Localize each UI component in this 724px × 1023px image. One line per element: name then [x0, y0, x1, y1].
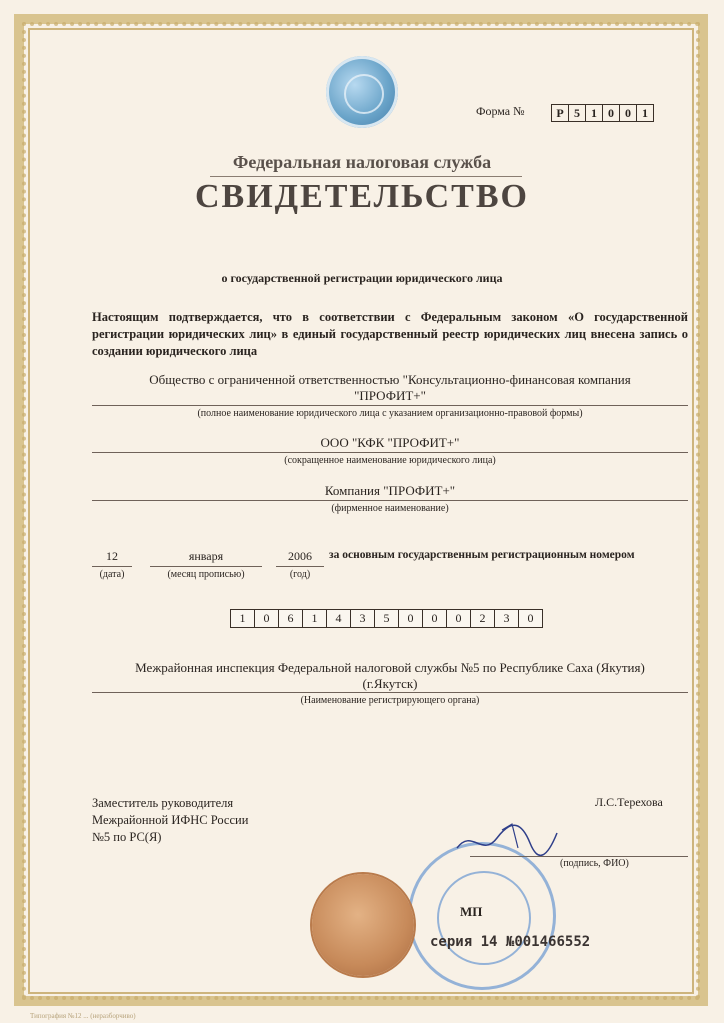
form-digit: 5: [568, 104, 586, 122]
agency-underline: [210, 176, 522, 177]
short-name-caption: (сокращенное наименование юридического лица): [284, 455, 496, 466]
ogrn-digit: 5: [374, 609, 399, 628]
ogrn-digit: 0: [446, 609, 471, 628]
date-day-underline: [92, 566, 132, 567]
brand-name-underline: [92, 500, 688, 501]
document-title: СВИДЕТЕЛЬСТВО: [195, 178, 529, 215]
signer-position: [92, 795, 248, 846]
ogrn-digit: 2: [470, 609, 495, 628]
full-name-line2: "ПРОФИТ+": [354, 388, 426, 403]
form-digit: 1: [585, 104, 603, 122]
ogrn-digit: 0: [398, 609, 423, 628]
ogrn-digit: 0: [254, 609, 279, 628]
full-name-line1: Общество с ограниченной ответственностью "Консультационно-финансовая компания: [149, 372, 631, 387]
full-name-underline: [92, 405, 688, 406]
agency-name: Федеральная налоговая служба: [232, 152, 492, 172]
form-digit: 0: [602, 104, 620, 122]
intro-paragraph: Настоящим подтверждается, что в соответствии с Федеральным законом «О государственной регистрации юридических лиц» в единый государственный реестр юридических лиц внесена запись о создании юридического лица: [92, 310, 688, 358]
signer-line2: Межрайонной ИФНС России: [92, 813, 249, 827]
date-month-underline: [150, 566, 262, 567]
signer-line1: Заместитель руководителя: [92, 796, 234, 810]
gold-seal-icon: [312, 874, 414, 976]
ogrn-digit: 1: [230, 609, 255, 628]
ogrn-digit: 1: [302, 609, 327, 628]
short-name-value: ООО "КФК "ПРОФИТ+": [320, 435, 460, 450]
series-value: 14: [480, 934, 498, 950]
authority-line2: (г.Якутск): [362, 676, 418, 691]
series-label: серия: [430, 934, 473, 950]
form-number-boxes: [552, 104, 654, 122]
ogrn-digit: 3: [350, 609, 375, 628]
date-year-underline: [276, 566, 324, 567]
date-month-caption: (месяц прописью): [167, 569, 245, 580]
signer-line3: №5 по РС(Я): [92, 830, 162, 844]
signer-name: Л.С.Терехова: [595, 795, 663, 809]
short-name-underline: [92, 452, 688, 453]
date-month: января: [188, 549, 224, 563]
hologram-emblem-icon: [326, 56, 398, 128]
date-year-caption: (год): [289, 569, 311, 580]
blank-number: №001466552: [505, 934, 591, 950]
ogrn-digit: 0: [518, 609, 543, 628]
printer-imprint: Типография №12 ... (неразборчиво): [30, 1012, 136, 1020]
brand-name-caption: (фирменное наименование): [331, 503, 449, 514]
form-digit: 0: [619, 104, 637, 122]
full-name-caption: (полное наименование юридического лица с указанием организационно-правовой формы): [197, 408, 583, 419]
stamp-place-label: МП: [460, 904, 483, 919]
handwritten-signature: [452, 818, 562, 868]
ogrn-digit: 0: [422, 609, 447, 628]
ogrn-digit: 4: [326, 609, 351, 628]
authority-caption: (Наименование регистрирующего органа): [300, 695, 480, 706]
ogrn-digit: 3: [494, 609, 519, 628]
authority-underline: [92, 692, 688, 693]
brand-name-value: Компания "ПРОФИТ+": [324, 483, 456, 498]
registration-number-label: за основным государственным регистрационным номером: [329, 549, 635, 561]
ogrn-boxes: [231, 609, 543, 628]
date-year: 2006: [288, 549, 312, 563]
authority-line1: Межрайонная инспекция Федеральной налоговой службы №5 по Республике Саха (Якутия): [135, 660, 645, 675]
form-digit: 1: [636, 104, 654, 122]
signature-caption: (подпись, ФИО): [560, 858, 629, 869]
form-number-label: Форма №: [476, 104, 525, 118]
series-number: [430, 934, 590, 950]
date-day-caption: (дата): [99, 569, 125, 580]
document-subtitle: о государственной регистрации юридического лица: [221, 271, 503, 285]
date-day: 12: [106, 549, 118, 563]
form-digit: Р: [551, 104, 569, 122]
ogrn-digit: 6: [278, 609, 303, 628]
signature-underline: [470, 856, 688, 857]
